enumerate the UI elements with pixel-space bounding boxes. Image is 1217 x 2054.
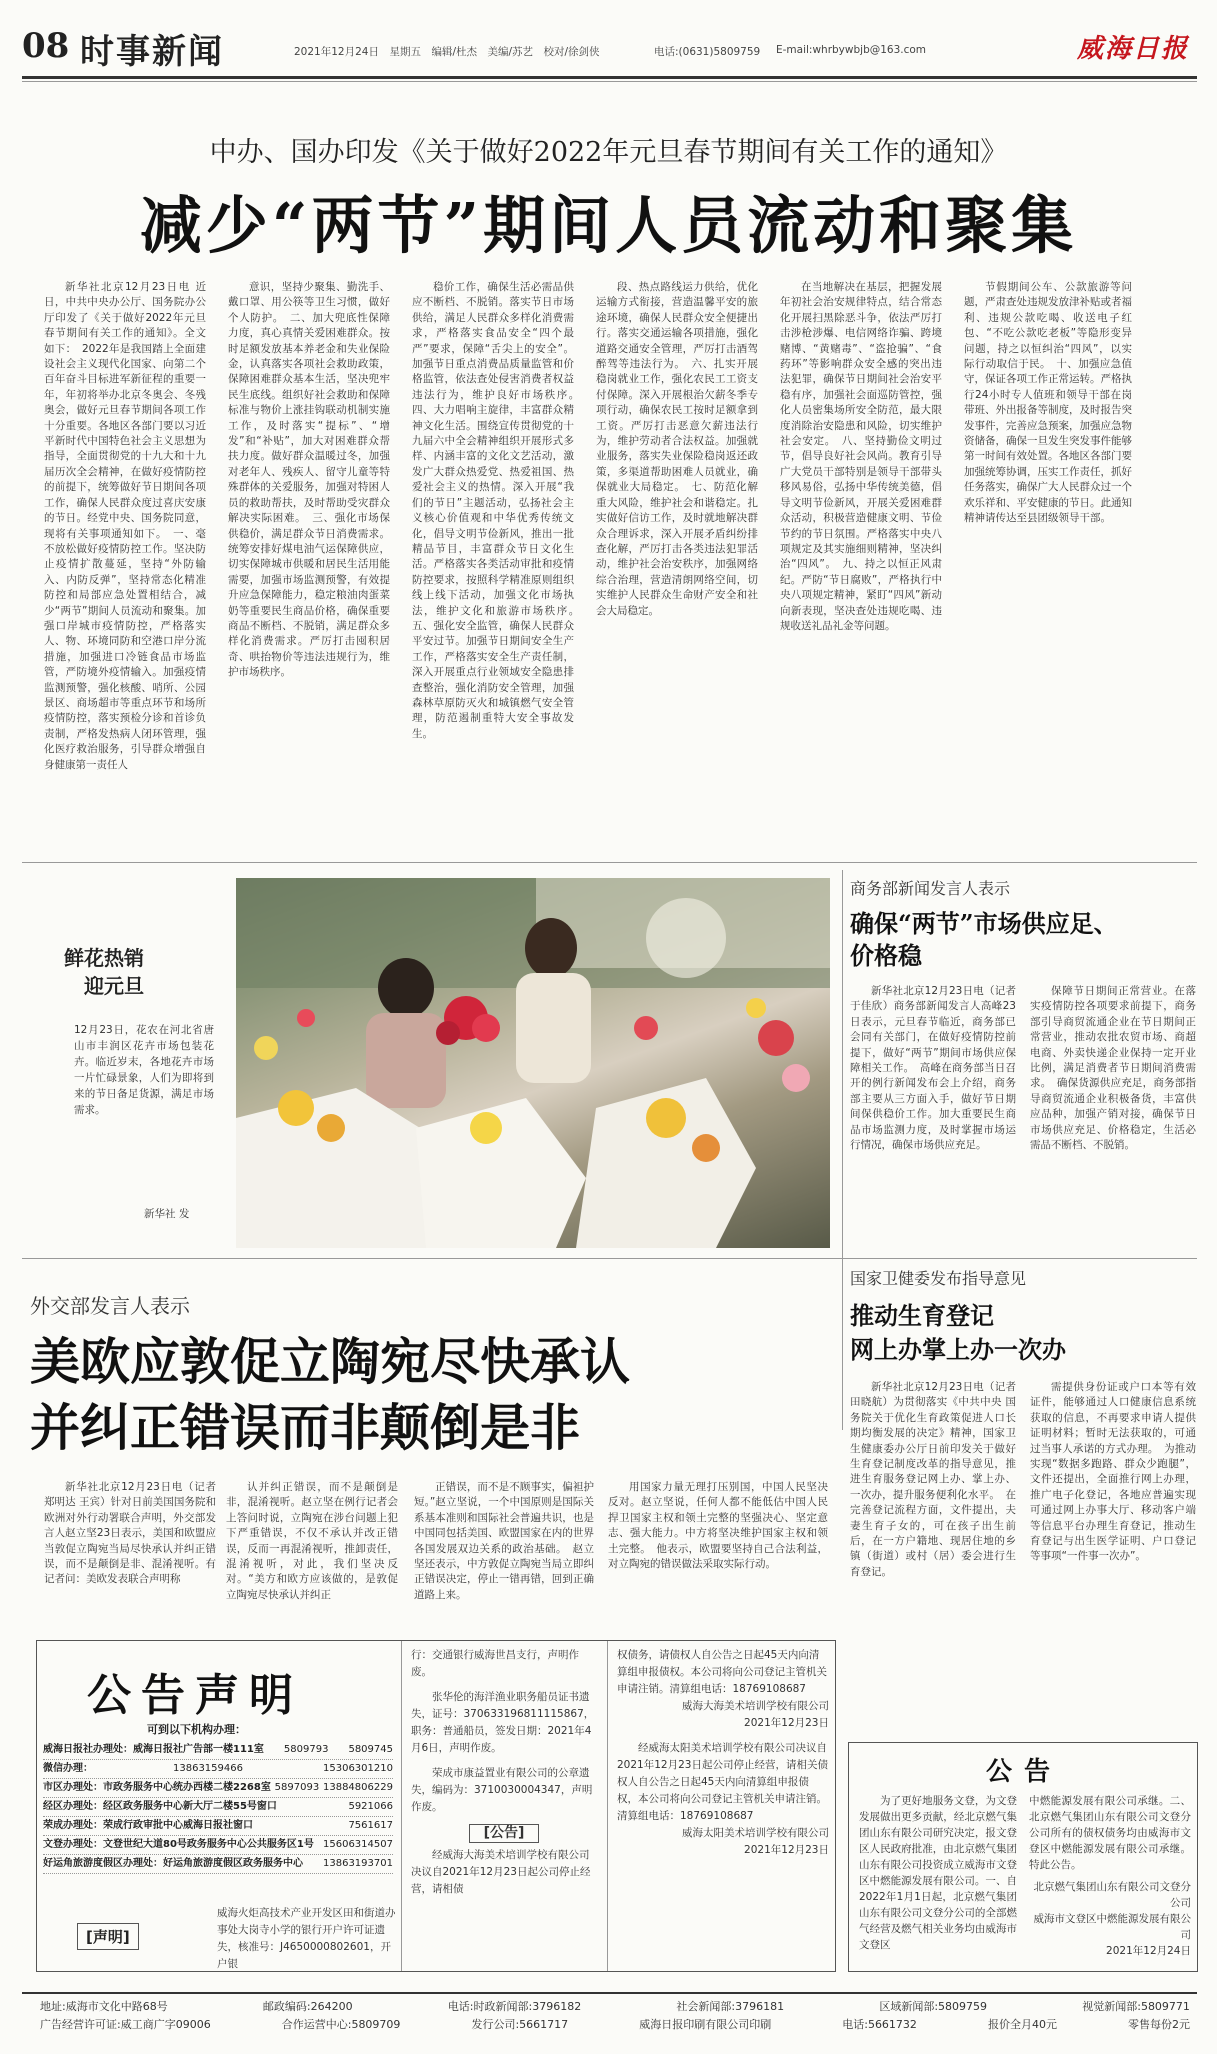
statement-label: [声明]	[77, 1923, 139, 1950]
photo-credit: 新华社 发	[144, 1208, 190, 1220]
ad-divider-2	[607, 1641, 608, 1971]
ad-divider-1	[401, 1641, 402, 1971]
ad-box	[36, 1640, 836, 1972]
photo-title-line2: 迎元旦	[84, 974, 144, 998]
flower-scene-illustration	[236, 878, 830, 1248]
ad-office-row: 微信办理： 13863159466 15306301210	[43, 1760, 393, 1779]
gas-notice-title: 公告	[985, 1757, 1062, 1787]
mofcom-headline-line2: 价格稳	[850, 941, 922, 970]
ad-office-row: 市区办理处：市政务服务中心统办西楼二楼2268室 5897093 13884806229	[43, 1779, 393, 1798]
header-rule-thin	[22, 81, 1197, 82]
photo-caption: 12月23日，花农在河北省唐山市丰润区花卉市场包装花卉。临近岁末，各地花卉市场一片忙碌景象，人们为即将到来的节日备足货源，满足市场需求。	[74, 1024, 214, 1116]
gas-notice-box	[848, 1742, 1198, 1972]
nhc-column-2: 需提供身份证或户口本等有效证件，能够通过人口健康信息系统获取的信息，不再要求申请人提供证明材料；暂时无法获取的，可通过当事人承诺的方式办理。 为推动实现“数据多跑路、群众少跑腿”，文件还提出，全面推行网上办理，推广电子化登记，各地应普遍实现可通过网上办事大厅、移动客户端等信息平台办理生育登记，推动生育登记与出生医学证明、户口登记等事项“一件事一次办”。	[1030, 1381, 1196, 1563]
lead-column-5: 在当地解决在基层，把握发展年初社会治安规律特点，结合常态化开展扫黑除恶斗争，依法严厉打击涉枪涉爆、电信网络诈骗、跨境赌博、“黄赌毒”、“盗抢骗”、“食药环”等影响群众安全感的突出违法犯罪，确保节日期间社会治安平稳有序，加强社会面巡防管控，强化人员密集场所安全防范，最大限度消除治安隐患和风险，切实维护社会安定。 八、坚持勤俭文明过节，倡导良好社会风尚。教育引导广大党员干部特别是领导干部带头移风易俗，弘扬中华传统美德，倡导文明节俭新风，开展关爱困难群众活动，积极营造健康文明、节俭节约的节日氛围。严格落实中央八项规定及其实施细则精神，坚决纠治“四风”。 九、持之以恒正风肃纪。严防“节日腐败”，严格执行中央八项规定精神，紧盯“四风”新动向新表现，坚决查处违规吃喝、违规收送礼品礼金等问题。	[780, 281, 942, 632]
ad-office-list	[43, 1741, 393, 1874]
section-title: 时事新闻	[80, 32, 224, 72]
ad-office-row: 经区办理处：经区政务服务中心新大厅二楼55号窗口 5921066	[43, 1798, 393, 1817]
nhc-kicker: 国家卫健委发布指导意见	[850, 1269, 1027, 1288]
lead-column-1: 新华社北京12月23日电 近日，中共中央办公厅、国务院办公厅印发了《关于做好2022年元旦春节期间有关工作的通知》。全文如下： 2022年是我国踏上全面建设社会主义现代化国家、向第二个百年奋斗目标进军新征程的重要一年，年初将举办北京冬奥会、冬残奥会，做好元旦春节期间各项工作十分重要。各地区各部门要以习近平新时代中国特色社会主义思想为指导，全面贯彻党的十九大和十九届历次全会精神，在做好疫情防控的前提下，统筹做好节日期间各项工作，确保人民群众度过喜庆安康的节日。经党中央、国务院同意，现将有关事项通知如下。 一、毫不放松做好疫情防控工作。坚决防止疫情扩散蔓延，坚持“外防输入、内防反弹”，坚持常态化精准防控和局部应急处置相结合，减少“两节”期间人员流动和聚集。加强口岸城市疫情防控，严格落实人、物、环境同防和空港口岸分流措施，加强进口冷链食品市场监管，严防境外疫情输入。加强疫情监测预警，强化核酸、哨所、公园景区、商场超市等重点环节和场所疫情防控，落实预检分诊和首诊负责制，严格发热病人闭环管理，强化医疗救治服务，引导群众增强自身健康第一责任人	[44, 281, 206, 771]
divider-mofcom	[842, 1258, 1197, 1259]
flower-market-photo	[236, 878, 830, 1248]
header-email: E-mail:whrbywbjb@163.com	[776, 44, 927, 56]
header-meta: 2021年12月24日 星期五 编辑/杜杰 美编/苏艺 校对/徐剑侠	[294, 46, 600, 58]
footer-row-1: 地址:威海市文化中路68号 邮政编码:264200 电话:时政新闻部:3796182 社会新闻部:3796181 区域新闻部:5809759 视觉新闻部:5809771	[40, 2000, 1190, 2013]
lead-headline: 减少“两节”期间人员流动和聚集	[139, 189, 1078, 262]
ad-office-row: 文登办理处：文登世纪大道80号政务服务中心公共服务区1号 15606314507	[43, 1836, 393, 1855]
gas-notice-column-1: 为了更好地服务文登，为文登发展做出更多贡献，经北京燃气集团山东有限公司研究决定，报文登区人民政府批准，由北京燃气集团山东有限公司投资成立威海市文登区中燃能源发展有限公司。一、自2022年1月1日起，北京燃气集团山东有限公司文登分公司的全部燃气经营及燃气相关业务均由威海市文登区	[859, 1795, 1017, 1951]
ad-office-row: 荣成办理处：荣成行政审批中心威海日报社窗口 7561617	[43, 1817, 393, 1836]
statement-text: 威海火炬高技术产业开发区田和街道办事处大岗寺小学的银行开户许可证遗失，核准号：J4650000802601，开户银	[217, 1907, 396, 1970]
lead-column-4: 段、热点路线运力供给，优化运输方式衔接，营造温馨平安的旅途环境，确保人民群众安全便捷出行。落实交通运输各项措施，强化道路交通安全管理，严厉打击酒驾醉驾等违法行为。 六、扎实开展稳岗就业工作，强化农民工工资支付保障。深入开展根治欠薪冬季专项行动，确保农民工按时足额拿到工资。严厉打击恶意欠薪违法行为，维护劳动者合法权益。加强就业服务，落实失业保险稳岗返还政策，多渠道帮助困难人员就业，确保就业大局稳定。 七、防范化解重大风险，维护社会和谐稳定。扎实做好信访工作，及时就地解决群众合理诉求，深入开展矛盾纠纷排查化解，严厉打击各类违法犯罪活动，维护社会治安秩序，加强网络综合治理，营造清朗网络空间，切实维护人民群众生命财产安全和社会大局稳定。	[596, 281, 758, 617]
ad-office-row: 威海日报社办理处：威海日报社广告部一楼111室 5809793 5809745	[43, 1741, 393, 1760]
lead-column-3: 稳价工作，确保生活必需品供应不断档、不脱销。落实节日市场供给，满足人民群众多样化消费需求，严格落实食品安全“四个最严”要求，保障“舌尖上的安全”。加强节日重点消费品质量监管和价格监管，依法查处侵害消费者权益违法行为，维护良好市场秩序。 四、大力唱响主旋律，丰富群众精神文化生活。围绕宣传贯彻党的十九届六中全会精神组织开展形式多样、内涵丰富的文化文艺活动，激发广大群众热爱党、热爱祖国、热爱社会主义的热情。深入开展“我们的节日”主题活动，弘扬社会主义核心价值观和中华优秀传统文化，倡导文明节俭新风，推出一批精品节目，丰富群众节日文化生活。严格落实各类活动审批和疫情防控要求，按照科学精准原则组织线上线下活动，加强文化市场执法，维护文化和旅游市场秩序。 五、强化安全监管，确保人民群众平安过节。加强节日期间安全生产工作，严格落实安全生产责任制，深入开展重点行业领域安全隐患排查整治，强化消防安全管理，加强森林草原防灭火和城镇燃气安全管理，防范遏制重特大安全事故发生。	[412, 281, 585, 740]
nhc-headline-line2: 网上办掌上办一次办	[850, 1335, 1066, 1364]
mfa-headline-line1: 美欧应敦促立陶宛尽快承认	[30, 1332, 630, 1391]
lead-column-2: 意识，坚持少聚集、勤洗手、戴口罩、用公筷等卫生习惯，做好个人防护。 二、加大兜底性保障力度，真心真情关爱困难群众。按时足额发放基本养老金和失业保险金，认真落实各项社会救助政策，保障困难群众基本生活，坚决兜牢民生底线。组织好社会救助和保障标准与物价上涨挂钩联动机制实施工作，及时落实“提标”、“增发”和“补贴”，加大对困难群众帮扶力度。做好群众温暖过冬，加强对老年人、残疾人、留守儿童等特殊群体的关爱服务，加强对特困人员的救助帮扶，及时帮助受灾群众解决实际困难。 三、强化市场保供稳价，满足群众节日消费需求。统筹安排好煤电油气运保障供应，切实保障城市供暖和居民生活用能需要，加强市场监测预警，有效提升应急保障能力，稳定粮油肉蛋菜奶等重要民生商品价格，确保重要商品不断档、不脱销，满足群众多样化消费需求。严厉打击囤积居奇、哄抬物价等违法违规行为，维护市场秩序。	[228, 281, 390, 679]
masthead	[22, 18, 1197, 78]
mofcom-kicker: 商务部新闻发言人表示	[850, 879, 1011, 898]
mfa-column-3: 正错误，而不是不顾事实，偏袒护短。”赵立坚说，一个中国原则是国际关系基本准则和国际社会普遍共识，也是中国同包括美国、欧盟国家在内的世界各国发展双边关系的政治基础。 赵立坚还表示，中方敦促立陶宛当局立即纠正错误决定，停止一错再错，回到正确道路上来。	[414, 1481, 594, 1601]
mfa-kicker: 外交部发言人表示	[30, 1294, 190, 1318]
notice-label: [公告]	[469, 1824, 539, 1843]
lead-column-6: 节假期间公车、公款旅游等问题，严肃查处违规发放津补贴或者福利、违规公款吃喝、收送电子红包、“不吃公款吃老板”等隐形变异问题，持之以恒纠治“四风”，以实际行动取信于民。 十、加强应急值守，保证各项工作正常运转。严格执行24小时专人值班和领导干部在岗带班、外出报备等制度，及时报告突发事件，完善应急预案，加强应急物资储备，确保一旦发生突发事件能够第一时间有效处置。各地区各部门要加强统筹协调，压实工作责任，抓好任务落实，确保广大人民群众过一个欢乐祥和、平安健康的节日。此通知精神请传达至县团级领导干部。	[964, 281, 1132, 525]
footer-rule	[22, 1992, 1197, 1994]
mfa-column-1: 新华社北京12月23日电（记者 郑明达 王宾）针对日前美国国务院和欧洲对外行动署联合声明，外交部发言人赵立坚23日表示，美国和欧盟应当敦促立陶宛当局尽快承认并纠正错误，而不是颠倒是非、混淆视听。有记者问：美欧发表联合声明称	[44, 1481, 216, 1586]
mofcom-column-1: 新华社北京12月23日电（记者 于佳欣）商务部新闻发言人高峰23日表示，元旦春节临近，商务部已会同有关部门，在做好疫情防控前提下，做好“两节”期间市场供应保障相关工作。 高峰在商务部当日召开的例行新闻发布会上介绍，商务部主要从三方面入手，做好节日期间保供稳价工作。加大重要民生商品市场监测力度，及时掌握市场运行情况，确保市场供应充足。	[850, 985, 1016, 1152]
ad-office-row: 好运角旅游度假区办理处：好运角旅游度假区政务服务中心 13863193701	[43, 1855, 393, 1874]
mfa-column-2: 认并纠正错误，而不是颠倒是非，混淆视听。赵立坚在例行记者会上答问时说，立陶宛在涉台问题上犯下严重错误，不仅不承认并改正错误，反而一再混淆视听，推卸责任，混淆视听，对此，我们坚决反对。“美方和欧方应该做的，是敦促立陶宛尽快承认并纠正	[226, 1481, 398, 1601]
ad-item: 张华伦的海洋渔业职务船员证书遗失，证号：370633196811115867，职务：普通船员，签发日期：2021年4月6日，声明作废。	[411, 1691, 595, 1754]
lead-kicker: 中办、国办印发《关于做好2022年元旦春节期间有关工作的通知》	[209, 137, 1008, 168]
ad-column-2: 行：交通银行威海世昌支行，声明作废。 张华伦的海洋渔业职务船员证书遗失，证号：370633196811115867，职务：普通船员，签发日期：2021年4月6日，声明作废。 荣成市康益置业有限公司的公章遗失，编码为：3710030004347，声明作废。 [公告] 经威海大海美术培训学校有限公司决议自2021年12月23日起公司停止经营，请相债	[411, 1647, 597, 1898]
ad-title: 公告声明	[87, 1670, 303, 1721]
ad-item: 荣成市康益置业有限公司的公章遗失，编码为：3710030004347，声明作废。	[411, 1767, 593, 1813]
ad-subtitle: 可到以下机构办理：	[147, 1723, 246, 1736]
nhc-column-1: 新华社北京12月23日电（记者 田晓航）为贯彻落实《中共中央 国务院关于优化生育政策促进人口长期均衡发展的决定》精神，国家卫生健康委办公厅日前印发关于做好生育登记制度改革的指导意见，推进生育服务登记网上办、掌上办、一次办，提升服务便利化水平。 在完善登记流程方面，文件提出，夫妻生育子女的，可在孩子出生前后，在一方户籍地、现居住地的乡镇（街道）或村（居）委会进行生育登记。	[850, 1381, 1016, 1578]
newspaper-logo: 威海日报	[1077, 34, 1190, 64]
mfa-headline-line2: 并纠正错误而非颠倒是非	[30, 1398, 580, 1457]
divider-lead	[22, 862, 1197, 863]
divider-photo	[22, 1258, 842, 1259]
footer-info	[40, 1998, 1190, 2034]
mofcom-column-2: 保障节日期间正常营业。在落实疫情防控各项要求前提下，商务部引导商贸流通企业在节日期间正常营业，推动农批农贸市场、商超电商、外卖快递企业保持一定开业比例，满足消费者节日期间消费需求。 确保货源供应充足，商务部指导商贸流通企业积极备货，丰富供应品种，加强产销对接，确保节日市场供应充足、价格稳定，生活必需品不断档、不脱销。	[1030, 985, 1196, 1152]
header-phone: 电话:(0631)5809759	[654, 46, 761, 58]
divider-right-column	[842, 870, 843, 1430]
nhc-headline-line1: 推动生育登记	[850, 1301, 994, 1330]
footer-row-2: 广告经营许可证:威工商广字09006 合作运营中心:5809709 发行公司:5661717 威海日报印刷有限公司印刷 电话:5661732 报价全月40元 零售每份2元	[40, 2018, 1190, 2031]
mofcom-headline-line1: 确保“两节”市场供应足、	[850, 909, 1118, 938]
ad-column-3: 权债务，请债权人自公告之日起45天内向清算组申报债权。本公司将向公司登记主管机关申请注销。清算组电话：18769108687 威海大海美术培训学校有限公司 2021年12月23日 经威海太阳美术培训学校有限公司决议自2021年12月23日起公司停止经营，请相关债权人自公告之日起45天内向清算组申报债权，本公司将向公司登记主管机关申请注销。清算组电话：18769108687 威海太阳美术培训学校有限公司 2021年12月23日	[617, 1649, 829, 1856]
mfa-column-4: 用国家力量无理打压别国，中国人民坚决反对。赵立坚说，任何人都不能低估中国人民捍卫国家主权和领土完整的坚强决心、坚定意志、强大能力。中方将坚决维护国家主权和领土完整。 他表示，欧盟要坚持自己合法利益，对立陶宛的错误做法采取实际行动。	[608, 1481, 828, 1571]
gas-notice-column-2: 中燃能源发展有限公司承继。二、北京燃气集团山东有限公司文登分公司所有的债权债务均由威海市文登区中燃能源发展有限公司承继。特此公告。 北京燃气集团山东有限公司文登分公司 威海市文登区中燃能源发展有限公司 2021年12月24日	[1029, 1795, 1191, 1957]
photo-caption-box	[44, 880, 224, 1240]
header-rule	[22, 76, 1197, 79]
photo-title-line1: 鲜花热销	[64, 946, 144, 970]
page-number: 08	[22, 26, 70, 66]
